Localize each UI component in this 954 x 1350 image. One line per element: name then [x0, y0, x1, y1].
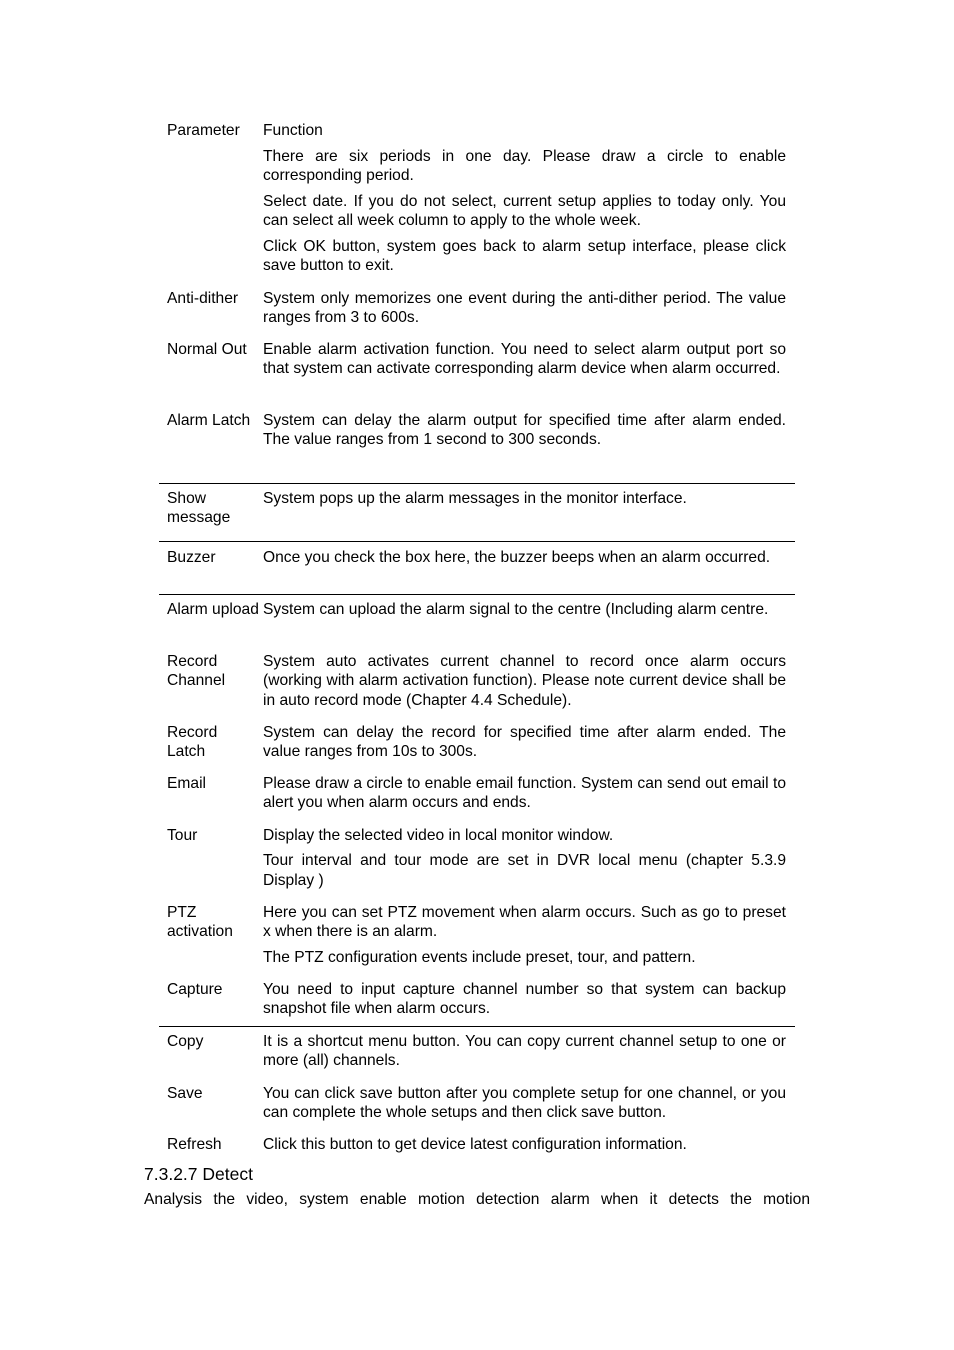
row-parameter: Record Channel — [167, 653, 226, 690]
function-text: System can delay the alarm output for specified time after alarm ended. The value ranges from 1 second to 300 seconds. — [263, 412, 786, 449]
function-text: You need to input capture channel number so that system can backup snapshot file when alarm occurs. — [263, 981, 786, 1018]
table-divider — [159, 483, 795, 484]
table-divider — [159, 1026, 795, 1027]
row-function — [263, 1032, 786, 1071]
row-parameter: Buzzer — [167, 549, 216, 566]
row-parameter: Save — [167, 1085, 203, 1102]
row-function — [263, 548, 786, 567]
header-parameter: Parameter — [167, 122, 240, 139]
row-parameter: Alarm upload — [167, 601, 259, 618]
row-function — [263, 289, 786, 328]
function-text: System auto activates current channel to record once alarm occurs (working with alarm activation function). Please note current device shall be in auto record mode (Chapter 4.4 Schedule). — [263, 653, 786, 709]
row-function — [263, 1135, 786, 1154]
table-divider — [159, 541, 795, 542]
row-function — [263, 723, 786, 762]
row-parameter: Alarm Latch — [167, 412, 251, 429]
row-parameter: PTZ activation — [167, 904, 233, 941]
function-text: Once you check the box here, the buzzer beeps when an alarm occurred. — [263, 549, 771, 566]
function-text: Tour interval and tour mode are set in DVR local menu (chapter 5.3.9 Display ) — [263, 852, 786, 889]
function-text: There are six periods in one day. Please draw a circle to enable corresponding period. — [263, 148, 786, 185]
function-text: The PTZ configuration events include preset, tour, and pattern. — [263, 948, 696, 966]
row-parameter: Record Latch — [167, 724, 218, 761]
row-function — [263, 489, 786, 508]
row-parameter: Anti-dither — [167, 290, 239, 307]
function-text: Please draw a circle to enable email function. System can send out email to alert you when alarm occurs and ends. — [263, 775, 786, 812]
row-parameter: Show message — [167, 490, 231, 527]
row-function — [263, 411, 786, 450]
function-text: System can delay the record for specified time after alarm ended. The value ranges from 10s to 300s. — [263, 724, 786, 761]
row-function — [263, 980, 786, 1019]
section-paragraph: Analysis the video, system enable motion detection alarm when it detects the motion — [144, 1191, 810, 1208]
row-function — [263, 1084, 786, 1123]
function-text: Click this button to get device latest configuration information. — [263, 1136, 687, 1153]
header-function: Function — [263, 122, 323, 139]
function-text: System only memorizes one event during the anti-dither period. The value ranges from 3 to 600s. — [263, 290, 786, 327]
function-text: Here you can set PTZ movement when alarm occurs. Such as go to preset x when there is an alarm. — [263, 904, 786, 941]
function-text: Select date. If you do not select, current setup applies to today only. You can select all week column to apply to the whole week. — [263, 192, 786, 230]
row-parameter: Tour — [167, 827, 198, 844]
function-text: Click OK button, system goes back to alarm setup interface, please click save button to exit. — [263, 237, 786, 275]
row-function — [263, 340, 786, 379]
row-function — [263, 652, 786, 710]
row-parameter: Copy — [167, 1033, 204, 1050]
row-parameter: Refresh — [167, 1136, 222, 1153]
row-function — [263, 774, 786, 813]
row-parameter: Email — [167, 775, 206, 792]
row-function — [263, 147, 786, 275]
function-text: Display the selected video in local monitor window. — [263, 827, 614, 844]
row-parameter: Capture — [167, 981, 223, 998]
table-divider — [159, 594, 795, 595]
row-function — [263, 600, 786, 619]
row-parameter: Normal Out — [167, 341, 247, 358]
function-text: Enable alarm activation function. You need to select alarm output port so that system can activate corresponding alarm device when alarm occurred. — [263, 341, 786, 378]
row-function — [263, 826, 786, 890]
section-heading: 7.3.2.7 Detect — [144, 1164, 253, 1184]
row-function — [263, 903, 786, 967]
function-text: It is a shortcut menu button. You can copy current channel setup to one or more (all) channels. — [263, 1033, 786, 1070]
function-text: You can click save button after you complete setup for one channel, or you can complete the whole setups and then click save button. — [263, 1085, 786, 1122]
function-text: System pops up the alarm messages in the monitor interface. — [263, 490, 687, 507]
function-text: System can upload the alarm signal to the centre (Including alarm centre. — [263, 601, 769, 618]
